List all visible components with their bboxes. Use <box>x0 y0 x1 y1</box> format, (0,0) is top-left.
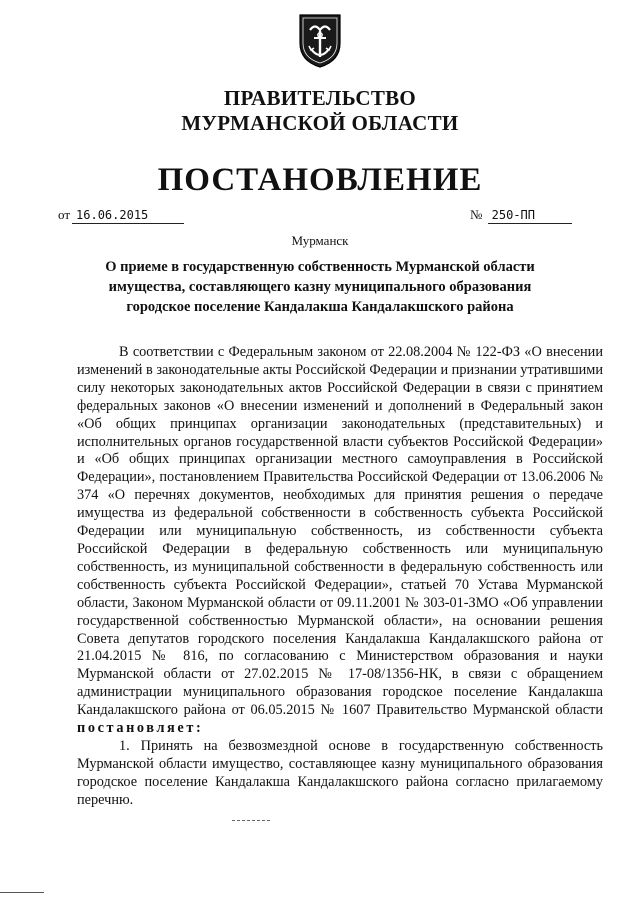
number-label: № <box>470 207 483 222</box>
subject-line: О приеме в государственную собственность Мурманской области <box>105 259 535 275</box>
government-name-line1: ПРАВИТЕЛЬСТВО <box>223 86 417 110</box>
corner-line <box>0 892 44 893</box>
government-name-line2: МУРМАНСКОЙ ОБЛАСТИ <box>181 111 459 135</box>
item-1-paragraph: 1. Принять на безвозмездной основе в государственную собственность Мурманской области имущество, составляющее казну муниципального образования городское поселение Кандалакша Кандалакшского района согласно прилагаемому перечню. <box>77 737 603 808</box>
date-label: от <box>58 207 71 222</box>
murmansk-coat-of-arms-icon <box>297 13 343 69</box>
document-date <box>58 206 184 224</box>
preamble-text: В соответствии с Федеральным законом от 22.08.2004 № 122-ФЗ «О внесении изменений в законодательные акты Российской Федерации и признании утратившими силу некоторых законодательных актов Российской Федерации в связи с принятием федеральных законов «О внесении изменений и дополнений в Федеральный закон «Об общих принципах организации законодательных (представительных) и исполнительных органов государственной власти субъектов Российской Федерации» и «Об общих принципах организации местного самоуправления в Российской Федерации», постановлением Правительства Российской Федерации от 13.06.2006 № 374 «О перечнях документов, необходимых для принятия решения о передаче имущества из федеральной собственности в собственность субъекта Российской Федерации или муниципальную собственность, из собственности субъекта Российской Федерации в федеральную собственность или муниципальную собственность, из муниципальной собственности в федеральную собственность или собственность субъекта Российской Федерации», статьей 70 Устава Мурманской области, Законом Мурманской области от 09.11.2001 № 303-01-ЗМО «Об управлении государственной собственностью Мурманской области», на основании решения Совета депутатов городского поселения Кандалакша Кандалакшского района от 21.04.2015 № 816, по согласованию с Министерством образования и науки Мурманской области от 27.02.2015 № 17-08/1356-НК, в связи с обращением администрации муниципального образования городское поселение Кандалакша Кандалакшского района от 06.05.2015 № 1607 Правительство Мурманской области <box>77 344 603 719</box>
city-name: Мурманск <box>291 233 349 248</box>
subject-line: имущества, составляющего казну муниципального образования <box>108 279 532 295</box>
document-body <box>77 344 603 810</box>
number-value: 250-ПП <box>488 208 572 224</box>
subject-line: городское поселение Кандалакша Кандалакшского района <box>126 299 514 315</box>
document-subject <box>0 257 640 317</box>
page-mark <box>232 820 270 821</box>
document-type-title: ПОСТАНОВЛЕНИЕ <box>157 162 483 198</box>
preamble-paragraph <box>77 344 603 738</box>
date-value: 16.06.2015 <box>72 208 184 224</box>
resolution-keyword: постановляет: <box>77 720 204 737</box>
document-number <box>470 206 572 224</box>
